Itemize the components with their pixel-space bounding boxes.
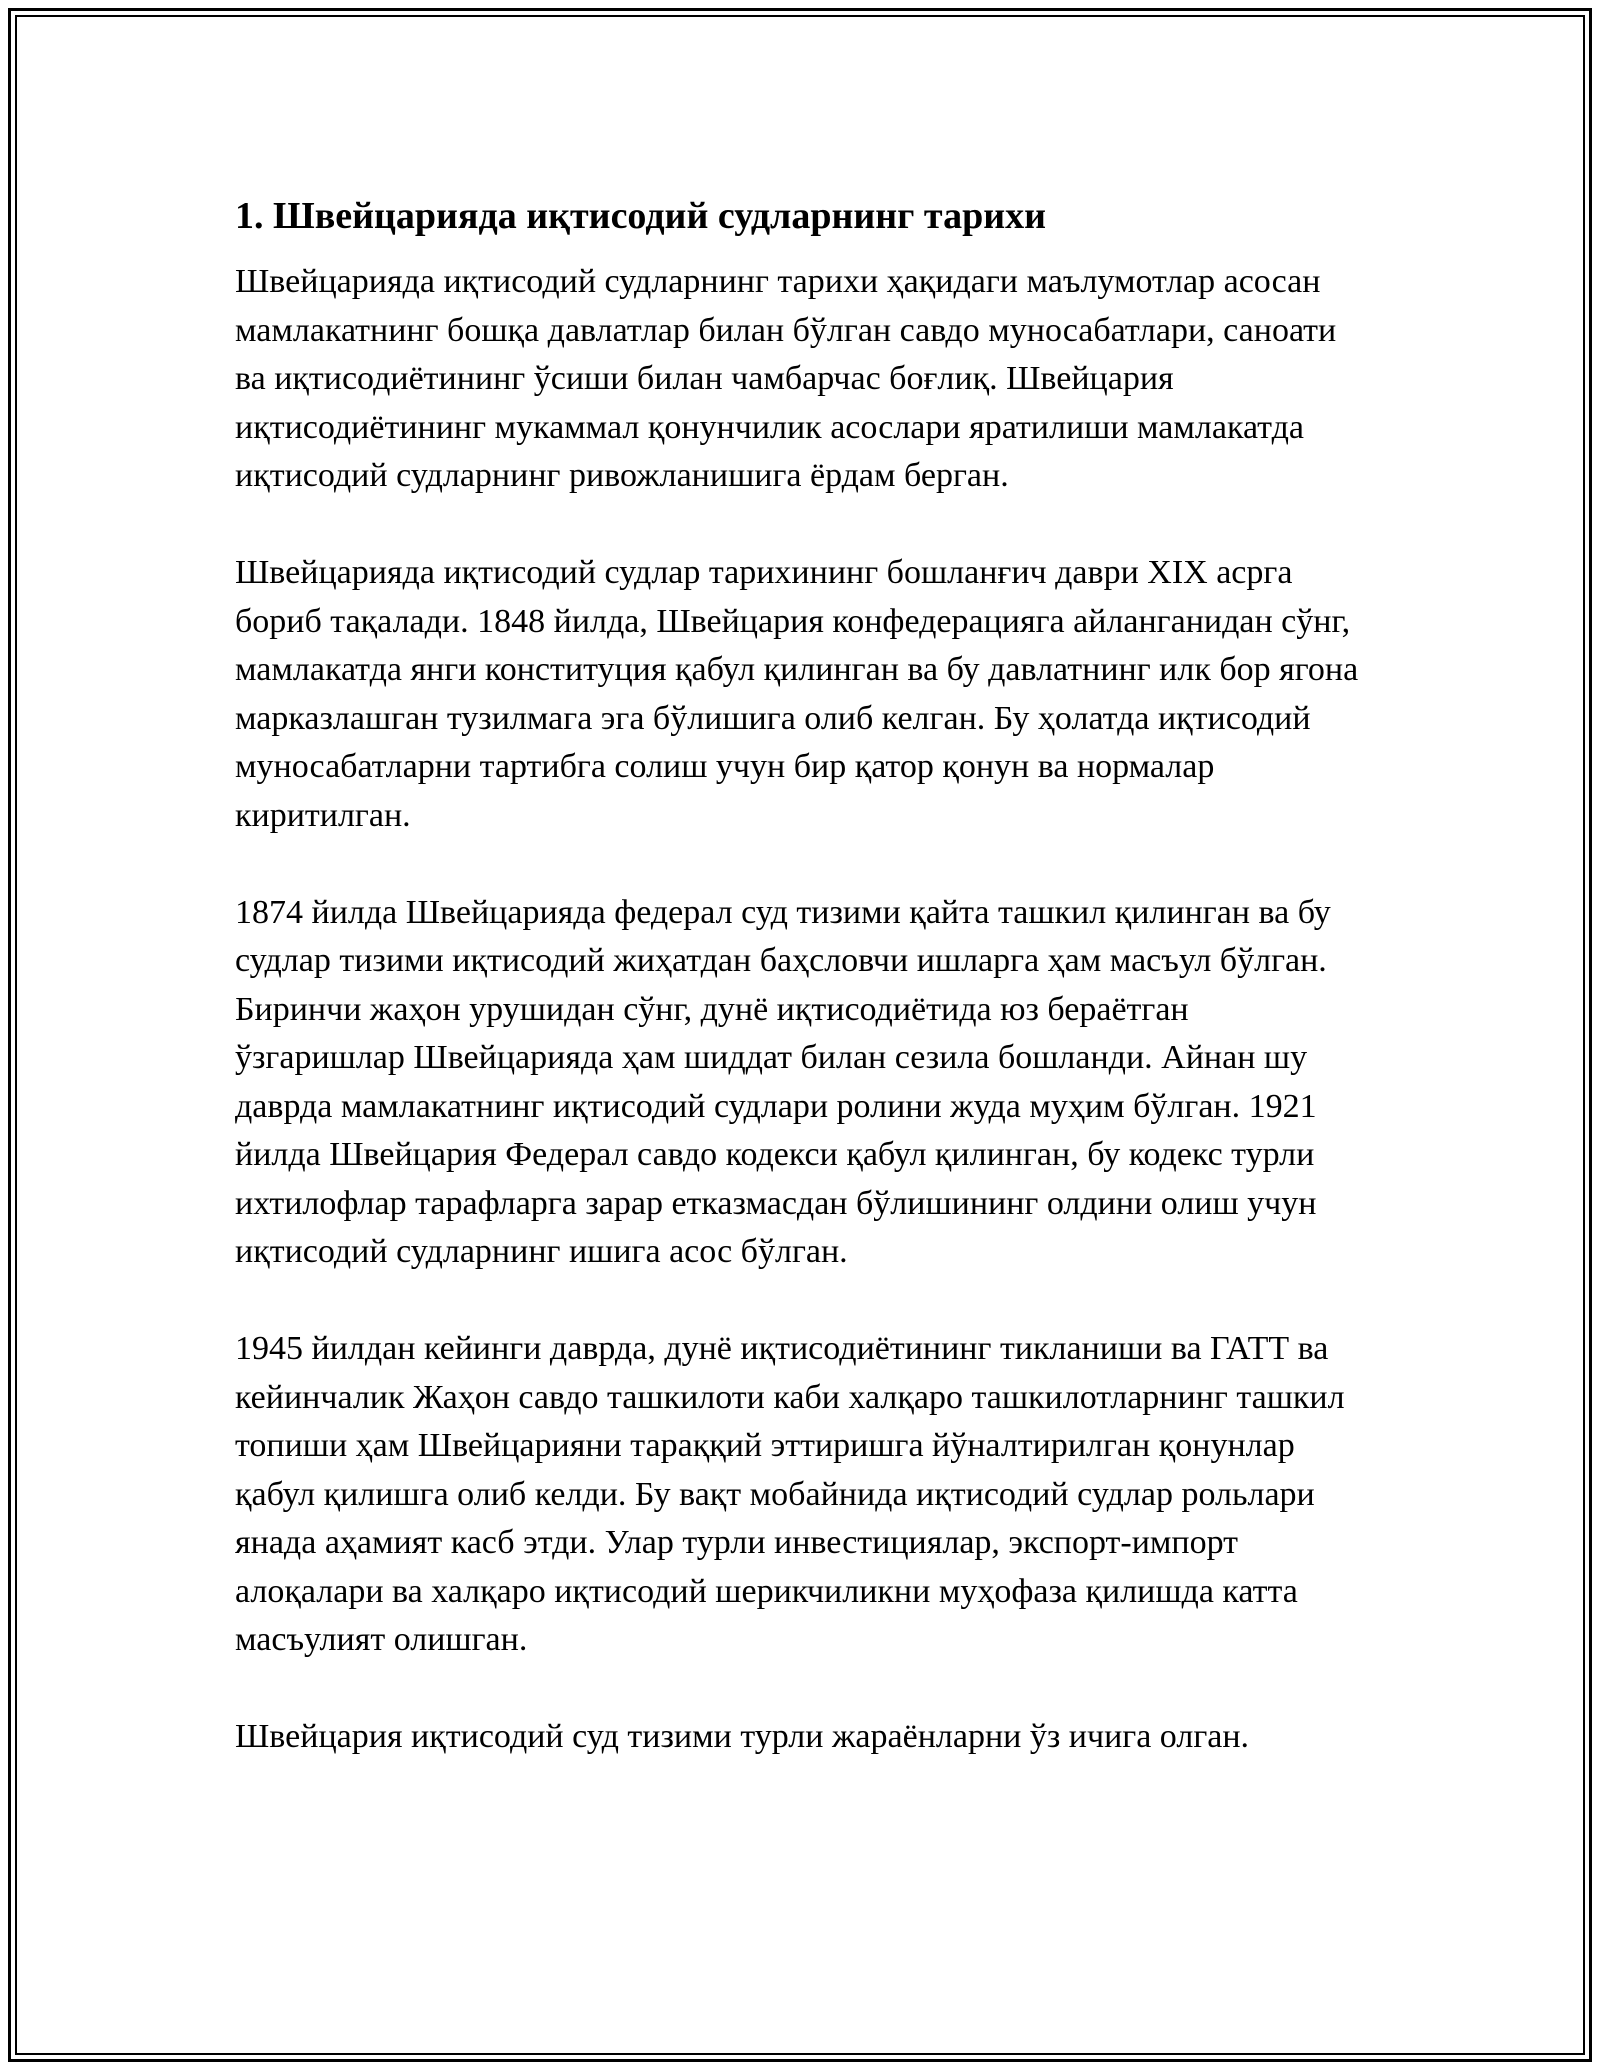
section-heading: 1. Швейцарияда иқтисодий судларнинг тарихи [235, 195, 1046, 237]
paragraph-5: Швейцария иқтисодий суд тизими турли жараёнларни ўз ичига олган. [235, 1718, 1250, 1755]
paragraph-4: 1945 йилдан кейинги даврда, дунё иқтисодиётининг тикланиши ва ГАТТ ва кейинчалик Жаҳон савдо ташкилоти каби халқаро ташкилотларнинг ташкил топиши ҳам Швейцарияни тараққий эттиришга йўналтирилган қонунлар қабул қилишга олиб келди. Бу вақт мобайнида иқтисодий судлар рольлари янада аҳамият касб этди. Улар турли инвестициялар, экспорт-импорт алоқалари ва халқаро иқтисодий шерикчиликни муҳофаза қилишда катта масъулият олишган. [235, 1330, 1345, 1658]
paragraph-2: Швейцарияда иқтисодий судлар тарихининг бошланғич даври XIX асрга бориб тақалади. 1848 йилда, Швейцария конфедерацияга айланганидан сўнг, мамлакатда янги конституция қабул қилинган ва бу давлатнинг илк бор ягона марказлашган тузилмага эга бўлишига олиб келган. Бу ҳолатда иқтисодий муносабатларни тартибга солиш учун бир қатор қонун ва нормалар киритилган. [235, 554, 1359, 834]
paragraph-3: 1874 йилда Швейцарияда федерал суд тизими қайта ташкил қилинган ва бу судлар тизими иқтисодий жиҳатдан баҳсловчи ишларга ҳам масъул бўлган. Биринчи жаҳон урушидан сўнг, дунё иқтисодиётида юз бераётган ўзгаришлар Швейцарияда ҳам шиддат билан сезила бошланди. Айнан шу даврда мамлакатнинг иқтисодий судлари ролини жуда муҳим бўлган. 1921 йилда Швейцария Федерал савдо кодекси қабул қилинган, бу кодекс турли ихтилофлар тарафларга зарар етказмасдан бўлишининг олдини олиш учун иқтисодий судларнинг ишига асос бўлган. [235, 893, 1331, 1270]
paragraph-1: Швейцарияда иқтисодий судларнинг тарихи ҳақидаги маълумотлар асосан мамлакатнинг бошқа давлатлар билан бўлган савдо муносабатлари, саноати ва иқтисодиётининг ўсиши билан чамбарчас боғлиқ. Швейцария иқтисодиётининг мукаммал қонунчилик асослари яратилиши мамлакатда иқтисодий судларнинг ривожланишига ёрдам берган. [235, 263, 1337, 494]
document-body [235, 188, 1365, 1810]
